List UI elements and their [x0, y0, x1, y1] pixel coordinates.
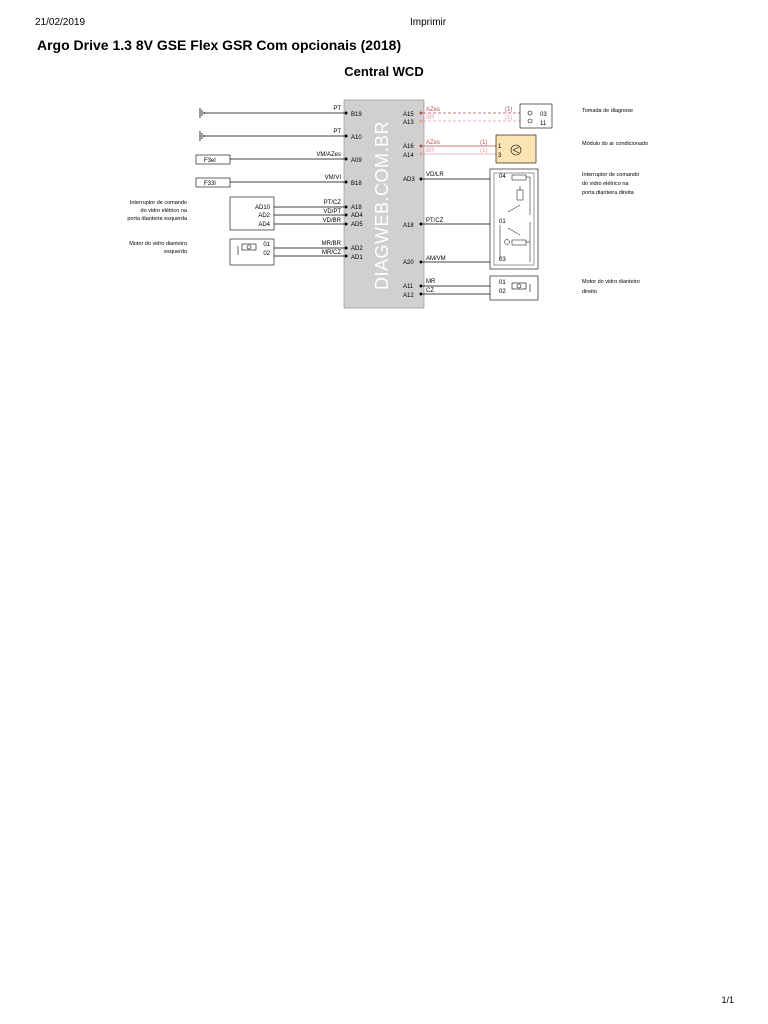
conn-label: 3 [498, 153, 502, 159]
wire-label: PT/CZ [426, 218, 444, 224]
pin-label: AD2 [351, 246, 363, 252]
pin-label: A14 [403, 153, 414, 159]
pin-label: A10 [351, 135, 362, 141]
conn-label: 01 [263, 242, 270, 248]
conn-label: AD2 [258, 213, 270, 219]
page-title: Argo Drive 1.3 8V GSE Flex GSR Com opcionais (2018) [37, 37, 402, 53]
pin-label: B19 [351, 112, 362, 118]
wire-label: PT [333, 129, 341, 135]
fuse-label: F3el [204, 158, 216, 164]
ground-icon [200, 131, 204, 141]
component-desc: Interruptor de comando [582, 172, 640, 178]
wire-label: VM/VI [324, 175, 341, 181]
pin-label: A13 [403, 120, 414, 126]
conn-label: 11 [540, 121, 547, 127]
conn-label: 1 [498, 144, 502, 150]
component-desc: do vidro elétrico na [140, 208, 187, 214]
pin-label: AD3 [403, 177, 415, 183]
cross-ref: (1) [480, 148, 488, 154]
wire-label: VD/BR [322, 218, 341, 224]
conn-label: 01 [499, 219, 506, 225]
pin-label: AD1 [351, 255, 363, 261]
pin-label: A11 [403, 284, 414, 290]
cross-ref: (1) [505, 107, 513, 113]
wiring-schematic [0, 0, 768, 330]
component-desc: porta dianteira direita [582, 190, 634, 196]
pin-label: A20 [403, 260, 414, 266]
component-desc: Tomada de diagnose [582, 108, 634, 114]
diagram-title-text: Central WCD [344, 64, 424, 79]
diagnosis-socket-box [520, 104, 552, 128]
wire-label: PT/CZ [323, 200, 341, 206]
component-desc: esquerdo [164, 249, 187, 255]
wire-label: MR/CZ [322, 250, 341, 256]
wire-label: VM/AZes [316, 152, 341, 158]
wire-label: AZes [426, 107, 441, 113]
pin-label: A15 [403, 112, 414, 118]
print-label: Imprimir [410, 17, 447, 28]
pin-label: A16 [403, 144, 414, 150]
conn-label: 02 [263, 251, 270, 257]
wire-label: BR [426, 115, 435, 121]
component-desc: direito [582, 289, 597, 295]
conn-label: 02 [499, 289, 506, 295]
wire-label: VD/LR [426, 172, 444, 178]
right-switch-connector [490, 169, 538, 269]
cross-ref: (1) [480, 140, 488, 146]
conn-label: AD4 [258, 222, 270, 228]
wire-label: AZes [426, 140, 441, 146]
watermark: DIAGWEB.COM.BR [372, 120, 392, 290]
wire-label: AM/VM [426, 256, 446, 262]
wire-label: MR/BR [321, 241, 341, 247]
wire-label: BR [426, 148, 435, 154]
component-desc: Interruptor de comando [129, 200, 187, 206]
page-number: 1/1 [721, 995, 734, 1005]
component-desc: Módulo do ar condicionado [582, 141, 649, 147]
conn-label: 03 [499, 257, 506, 263]
ac-module-box [496, 135, 536, 163]
component-desc: do vidro elétrico na [582, 181, 629, 187]
ground-icon [200, 108, 204, 118]
pin-label: A18 [403, 223, 414, 229]
pin-label: AD4 [351, 213, 363, 219]
conn-label: 01 [499, 280, 506, 286]
conn-label: 03 [540, 112, 547, 118]
wire-label: MR [426, 279, 436, 285]
pin-label: A12 [403, 293, 414, 299]
component-desc: porta dianteira esquerda [127, 216, 187, 222]
component-desc: Motor do vidro dianteiro [582, 279, 640, 285]
pin-label: B18 [351, 181, 362, 187]
print-date: 21/02/2019 [35, 17, 86, 28]
pin-label: AD5 [351, 222, 363, 228]
wire-label: VD/PT [323, 209, 341, 215]
conn-label: AD10 [254, 205, 270, 211]
component-desc: Motor do vidro dianteiro [129, 241, 187, 247]
cross-ref: (1) [505, 115, 513, 121]
wire-label: PT [333, 106, 341, 112]
conn-label: 04 [499, 174, 506, 180]
fuse-label: F33l [204, 181, 216, 187]
wire-label: CZ [426, 288, 434, 294]
pin-label: A09 [351, 158, 362, 164]
pin-label: A18 [351, 205, 362, 211]
